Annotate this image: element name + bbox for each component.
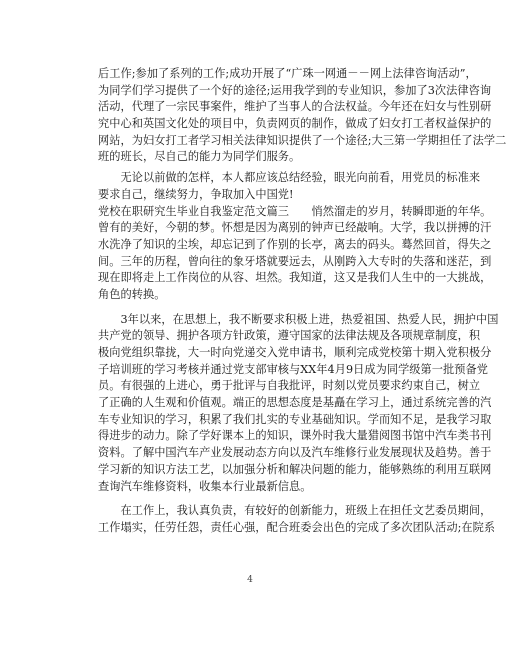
text-line: 车专业知识的学习，积累了我们扎实的专业基础知识。学而知不足，是我学习取: [98, 412, 492, 426]
text-line: 网站，为妇女打工者学习相关法律知识提供了一个途径;大三第一学期担任了法学二: [98, 133, 506, 147]
text-line: 角色的转换。: [98, 287, 166, 301]
text-line: 现在即将走上工作岗位的从容、坦然。我知道，这又是我们人生中的一大挑战，: [98, 271, 492, 285]
page-number: 4: [247, 575, 253, 585]
text-line: 活动，代理了一宗民事案件，维护了当事人的合法权益。今年还在妇女与性别研: [98, 100, 492, 114]
text-line: 极向党组织靠拢，大一时向党递交入党申请书，顺利完成党校第十期入党积极分: [98, 346, 492, 359]
text-line: 查询汽车维修资料，收集本行业最新信息。: [98, 479, 312, 493]
document-body: [98, 66, 506, 537]
text-line: 了正确的人生观和价值观。端正的思想态度是基矗在学习上，通过系统完善的汽: [98, 396, 492, 410]
text-line: 后工作;参加了系列的工作;成功开展了“广珠一网通－－网上法律咨询活动”，: [98, 67, 477, 80]
text-line: 子培训班的学习考核并通过党支部审核与XX年4月9日成为同学级第一批预备党: [98, 362, 488, 376]
section-heading: 党校在职研究生毕业自我鉴定范文篇三 悄然溜走的岁月，转瞬即逝的年华。: [98, 204, 492, 218]
text-line: 班的班长，尽自己的能力为同学们服务。: [98, 150, 301, 164]
text-line: 3年以来，在思想上，我不断要求积极上进，热爱祖国、热爱人民，拥护中国: [98, 312, 499, 326]
text-line: 资料。了解中国汽车产业发展动态方向以及汽车维修行业发展现状及趋势。善于: [98, 446, 492, 460]
text-line: 水洗净了知识的尘埃，却忘记到了作别的长亭，离去的码头。蓦然回首，得失之: [98, 237, 492, 251]
text-line: 曾有的美好，今朝的梦。怀想是因为离别的钟声已经敲响。大学，我以拼搏的汗: [98, 221, 492, 235]
text-line: 员。有很强的上进心，勇于批评与自我批评，时刻以党员要求约束自己，树立: [98, 379, 481, 393]
text-line: 在工作上，我认真负责，有较好的创新能力，班级上在担任文艺委员期间，: [98, 504, 492, 518]
text-line: 得进步的动力。除了学好课本上的知识，课外时我大量猎阅图书馆中汽车类书刊: [98, 429, 492, 443]
text-line: 究中心和英国文化处的项目中，负责网页的制作，做成了妇女打工者权益保护的: [98, 117, 492, 131]
text-line: 间。三年的历程，曾向往的象牙塔就要远去，从刚跨入大专时的失落和迷茫，到: [98, 254, 492, 268]
text-line: 为同学们学习提供了一个好的途径;运用我学到的专业知识，参加了3次法律咨询: [98, 83, 492, 97]
text-line: 无论以前做的怎样，本人都应该总结经验，眼光向前看，用党员的标准来: [98, 171, 481, 185]
text-line: 共产党的领导、拥护各项方针政策，遵守国家的法律法规及各项规章制度，积: [98, 329, 481, 343]
text-line: 要求自己，继续努力，争取加入中国党!: [98, 187, 294, 201]
text-line: 工作塌实，任劳任怨，责任心强，配合班委会出色的完成了多次团队活动;在院系: [98, 520, 496, 534]
text-line: 学习新的知识方法工艺，以加强分析和解决问题的能力，能够熟练的利用互联网: [98, 462, 492, 476]
